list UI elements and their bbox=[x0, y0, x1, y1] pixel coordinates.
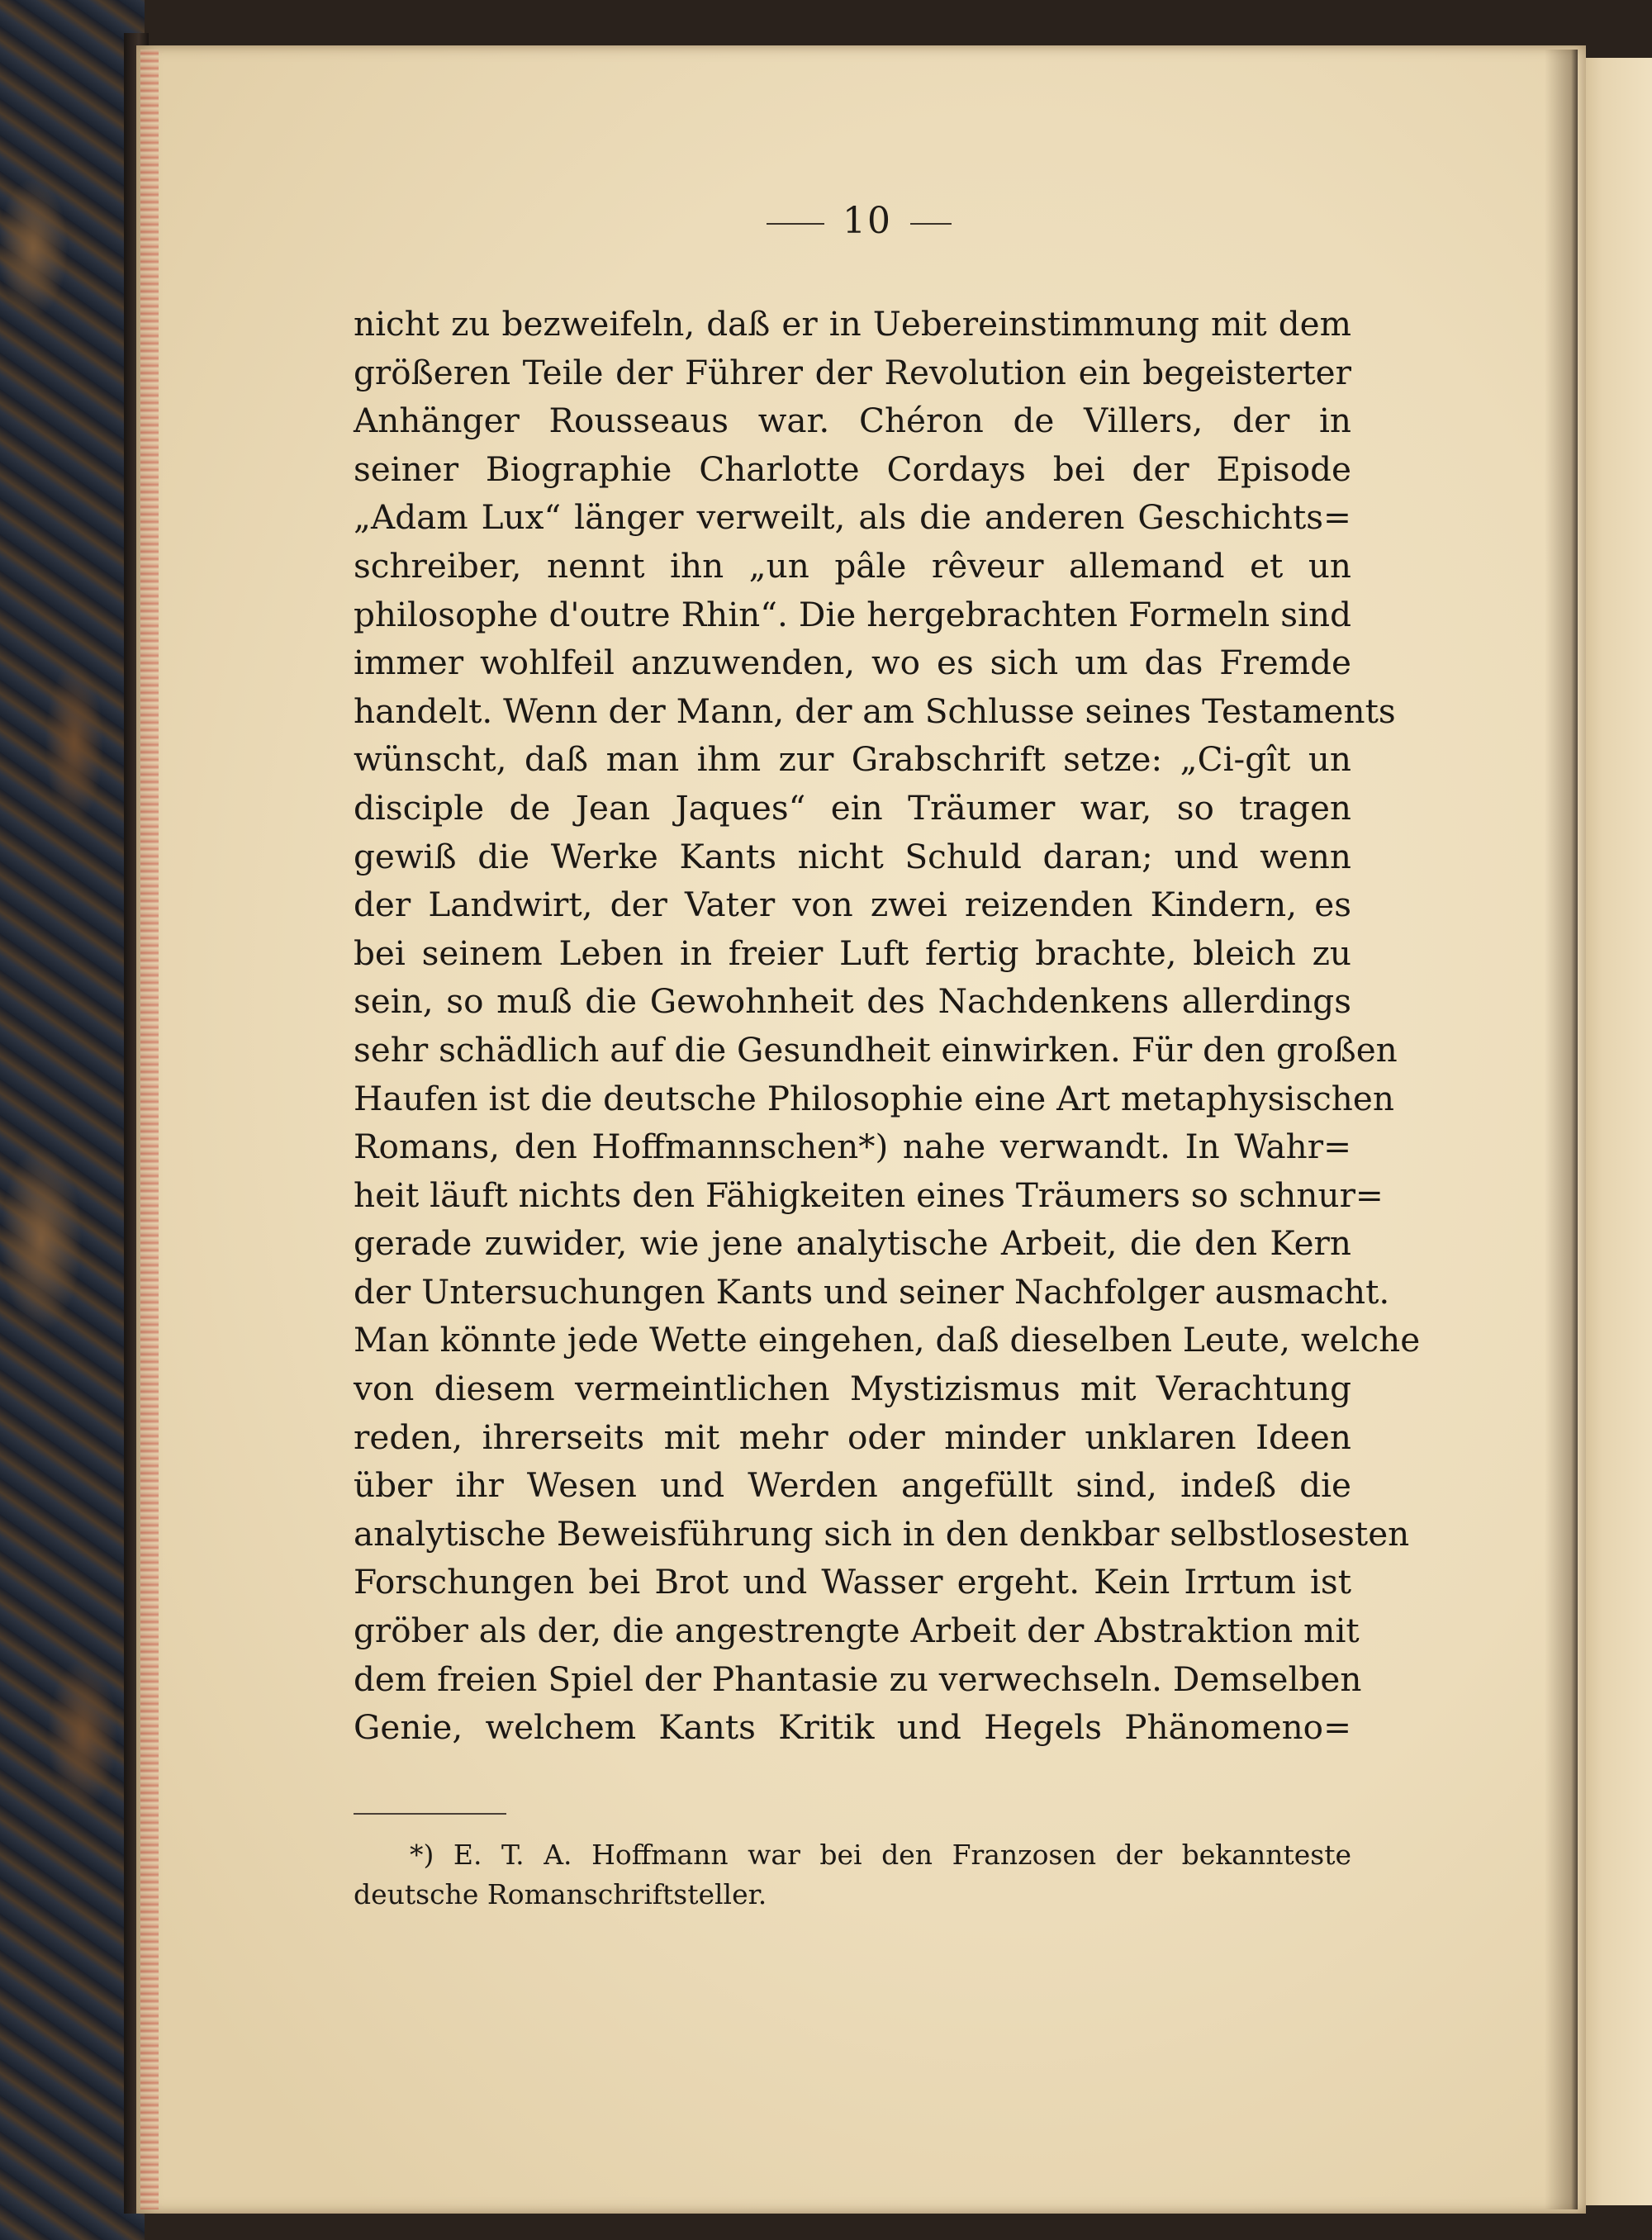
footnote-line: deutsche Romanschriftsteller. bbox=[354, 1878, 767, 1910]
text-line: Romans, den Hoffmannschen*) nahe verwandt. In Wahr= bbox=[354, 1127, 1351, 1167]
footnote bbox=[354, 1835, 1351, 1915]
text-line: über ihr Wesen und Werden angefüllt sind, indeß die bbox=[354, 1465, 1351, 1506]
text-line: bei seinem Leben in freier Luft fertig brachte, bleich zu bbox=[354, 933, 1351, 973]
page-number-header bbox=[0, 200, 1652, 242]
text-line: dem freien Spiel der Phantasie zu verwechseln. Demselben bbox=[354, 1659, 1362, 1699]
text-line: immer wohlfeil anzuwenden, wo es sich um das Fremde bbox=[354, 643, 1351, 683]
footnote-line: *) E. T. A. Hoffmann war bei den Franzosen der bekannteste bbox=[410, 1839, 1351, 1871]
text-line: Haufen ist die deutsche Philosophie eine Art metaphysischen bbox=[354, 1078, 1394, 1118]
text-line: gerade zuwider, wie jene analytische Arbeit, die den Kern bbox=[354, 1223, 1351, 1264]
text-line: analytische Beweisführung sich in den denkbar selbstlosesten bbox=[354, 1513, 1410, 1554]
marbled-cover-board bbox=[0, 0, 145, 2240]
dash-right bbox=[910, 223, 952, 225]
text-line: philosophe d'outre Rhin“. Die hergebrachten Formeln sind bbox=[354, 594, 1351, 634]
text-line: gröber als der, die angestrengte Arbeit der Abstraktion mit bbox=[354, 1611, 1360, 1651]
text-line: sehr schädlich auf die Gesundheit einwirken. Für den großen bbox=[354, 1029, 1398, 1070]
text-line: der Untersuchungen Kants und seiner Nachfolger ausmacht. bbox=[354, 1271, 1390, 1312]
text-line: sein, so muß die Gewohnheit des Nachdenkens allerdings bbox=[354, 981, 1351, 1022]
gutter-shadow bbox=[1545, 50, 1578, 2209]
text-line: schreiber, nennt ihn „un pâle rêveur allemand et un bbox=[354, 545, 1351, 586]
text-line: seiner Biographie Charlotte Cordays bei der Episode bbox=[354, 448, 1351, 489]
footnote-rule bbox=[354, 1813, 506, 1815]
text-line: reden, ihrerseits mit mehr oder minder unklaren Ideen bbox=[354, 1417, 1351, 1457]
text-line: nicht zu bezweifeln, daß er in Uebereinstimmung mit dem bbox=[354, 304, 1351, 344]
text-line: gewiß die Werke Kants nicht Schuld daran; und wenn bbox=[354, 836, 1351, 876]
text-line: „Adam Lux“ länger verweilt, als die anderen Geschichts= bbox=[354, 497, 1351, 538]
page-number: 10 bbox=[843, 200, 892, 242]
text-line: von diesem vermeintlichen Mystizismus mit Verachtung bbox=[354, 1369, 1351, 1409]
text-line: der Landwirt, der Vater von zwei reizenden Kindern, es bbox=[354, 885, 1351, 925]
text-line: heit läuft nichts den Fähigkeiten eines Träumers so schnur= bbox=[354, 1175, 1384, 1215]
text-line: disciple de Jean Jaques“ ein Träumer war, so tragen bbox=[354, 787, 1351, 828]
text-line: handelt. Wenn der Mann, der am Schlusse seines Testaments bbox=[354, 691, 1396, 731]
body-text bbox=[354, 300, 1421, 1752]
text-line: Man könnte jede Wette eingehen, daß dieselben Leute, welche bbox=[354, 1320, 1421, 1360]
dash-left bbox=[767, 223, 824, 225]
text-line: größeren Teile der Führer der Revolution ein begeisterter bbox=[354, 352, 1351, 392]
red-page-edges bbox=[140, 50, 159, 2209]
text-line: Forschungen bei Brot und Wasser ergeht. Kein Irrtum ist bbox=[354, 1562, 1351, 1602]
text-line: Genie, welchem Kants Kritik und Hegels Phänomeno= bbox=[354, 1707, 1351, 1748]
text-line: wünscht, daß man ihm zur Grabschrift setze: „Ci-gît un bbox=[354, 739, 1351, 780]
text-line: Anhänger Rousseaus war. Chéron de Villers, der in bbox=[354, 401, 1351, 441]
